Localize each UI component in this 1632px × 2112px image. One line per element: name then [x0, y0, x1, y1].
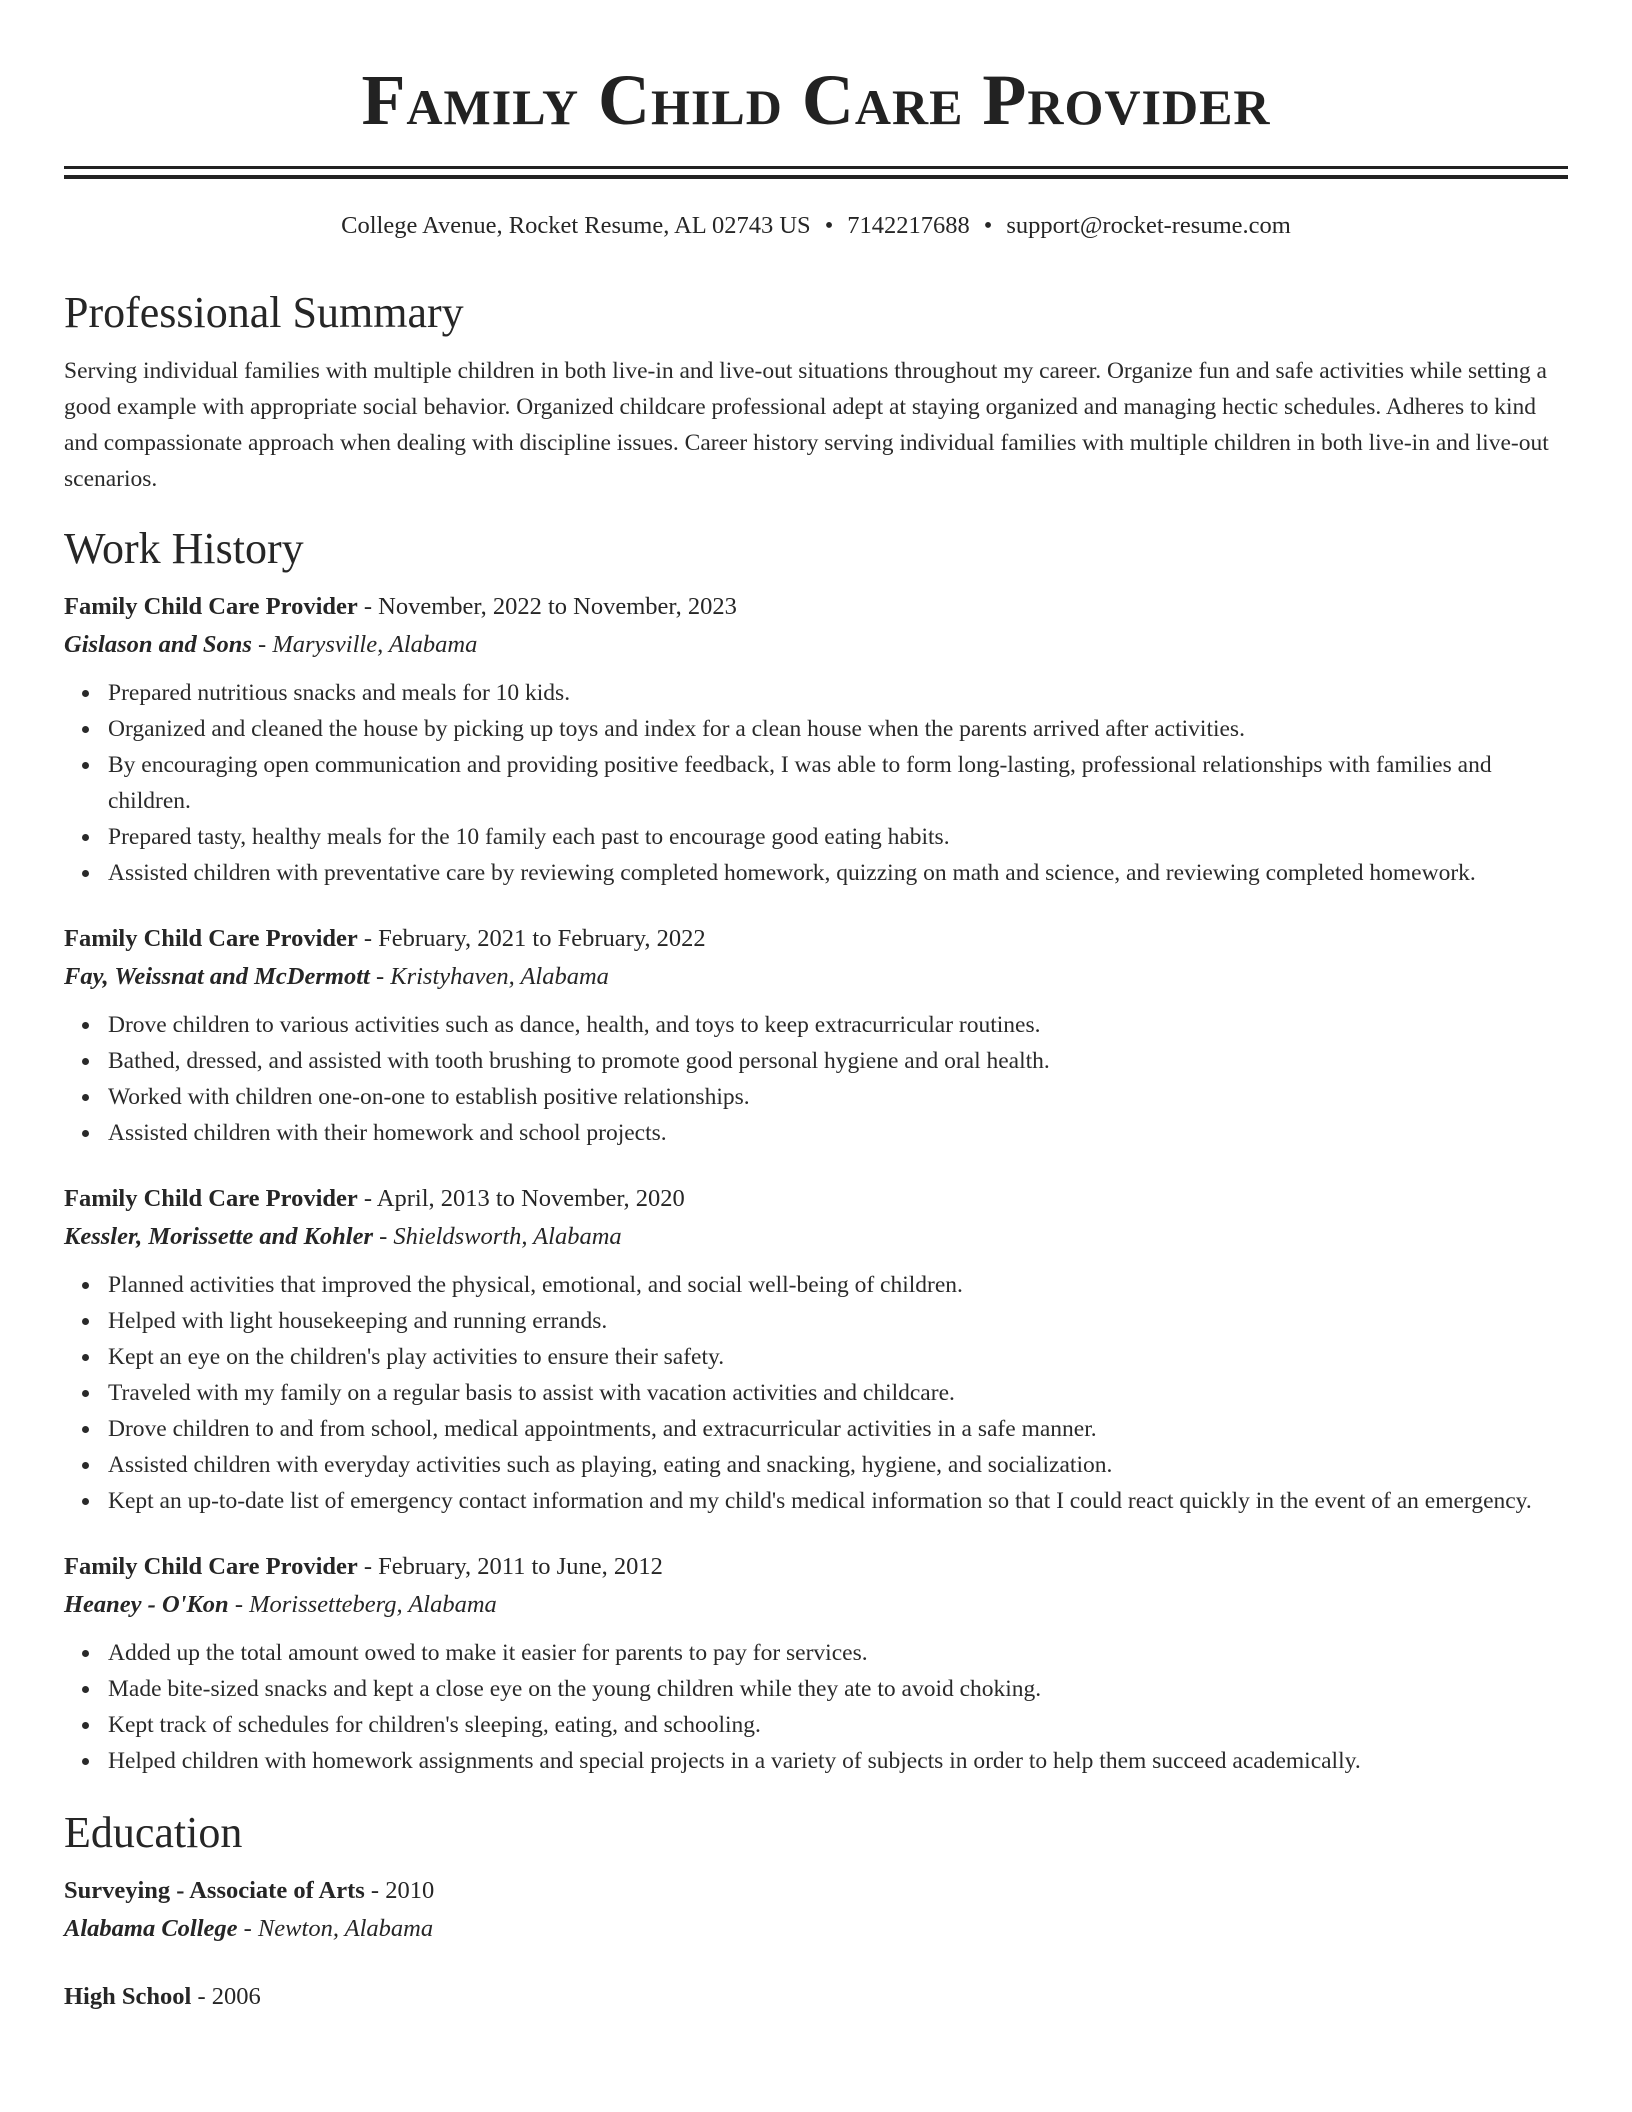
job-bullets [64, 1007, 1568, 1151]
list-item: Traveled with my family on a regular basis to assist with vacation activities and childcare. [108, 1375, 1568, 1411]
job-title: Family Child Care Provider [64, 1185, 358, 1212]
employer-line [64, 1585, 1568, 1625]
education-school-line [64, 1909, 1568, 1949]
header-divider-thick [64, 175, 1568, 179]
list-item: Bathed, dressed, and assisted with tooth brushing to promote good personal hygiene and oral health. [108, 1043, 1568, 1079]
education-degree-line [64, 1979, 1568, 2015]
job-entry [64, 1549, 1568, 1779]
employer-location: - Shieldsworth, Alabama [373, 1223, 622, 1250]
list-item: By encouraging open communication and providing positive feedback, I was able to form long-lasting, professional relationships with families and children. [108, 747, 1568, 819]
education-degree: Surveying - Associate of Arts [64, 1877, 365, 1904]
contact-phone: 7142217688 [847, 212, 970, 239]
header-divider-thin [64, 166, 1568, 169]
employer-location: - Morissetteberg, Alabama [228, 1591, 497, 1618]
employer-line [64, 1217, 1568, 1257]
job-title-line [64, 1181, 1568, 1217]
list-item: Added up the total amount owed to make it easier for parents to pay for services. [108, 1635, 1568, 1671]
job-dates: - November, 2022 to November, 2023 [357, 593, 737, 620]
job-bullets [64, 1267, 1568, 1519]
education-year: - 2006 [191, 1983, 261, 2010]
employer-line [64, 957, 1568, 997]
list-item: Assisted children with their homework and school projects. [108, 1115, 1568, 1151]
list-item: Helped children with homework assignments and special projects in a variety of subjects in order to help them succeed academically. [108, 1743, 1568, 1779]
employer-line [64, 625, 1568, 665]
resume-name: Family Child Care Provider [361, 60, 1271, 140]
job-dates: - April, 2013 to November, 2020 [357, 1185, 685, 1212]
job-title-line [64, 921, 1568, 957]
job-entry [64, 921, 1568, 1151]
contact-email: support@rocket-resume.com [1006, 212, 1291, 239]
summary-heading: Professional Summary [64, 288, 464, 337]
contact-separator: • [824, 212, 834, 239]
education-entry [64, 1873, 1568, 1949]
list-item: Planned activities that improved the physical, emotional, and social well-being of children. [108, 1267, 1568, 1303]
employer-name: Gislason and Sons [64, 631, 252, 658]
employer-name: Fay, Weissnat and McDermott [64, 963, 370, 990]
list-item: Kept an eye on the children's play activities to ensure their safety. [108, 1339, 1568, 1375]
contact-address: College Avenue, Rocket Resume, AL 02743 US [341, 212, 811, 239]
job-bullets [64, 1635, 1568, 1779]
contact-separator: • [983, 212, 993, 239]
list-item: Kept an up-to-date list of emergency contact information and my child's medical information so that I could react quickly in the event of an emergency. [108, 1483, 1568, 1519]
contact-line [64, 209, 1568, 243]
education-degree-line [64, 1873, 1568, 1909]
job-title: Family Child Care Provider [64, 593, 358, 620]
job-title: Family Child Care Provider [64, 1553, 358, 1580]
list-item: Made bite-sized snacks and kept a close eye on the young children while they ate to avoid choking. [108, 1671, 1568, 1707]
education-school: Alabama College [64, 1915, 238, 1942]
list-item: Worked with children one-on-one to establish positive relationships. [108, 1079, 1568, 1115]
job-title-line [64, 589, 1568, 625]
education-location: - Newton, Alabama [237, 1915, 434, 1942]
list-item: Assisted children with everyday activities such as playing, eating and snacking, hygiene, and socialization. [108, 1447, 1568, 1483]
job-title-line [64, 1549, 1568, 1585]
list-item: Drove children to various activities such as dance, health, and toys to keep extracurricular routines. [108, 1007, 1568, 1043]
list-item: Helped with light housekeeping and running errands. [108, 1303, 1568, 1339]
education-heading: Education [64, 1808, 243, 1857]
work-history-heading: Work History [64, 524, 304, 573]
list-item: Organized and cleaned the house by picking up toys and index for a clean house when the parents arrived after activities. [108, 711, 1568, 747]
list-item: Drove children to and from school, medical appointments, and extracurricular activities in a safe manner. [108, 1411, 1568, 1447]
employer-name: Kessler, Morissette and Kohler [64, 1223, 374, 1250]
job-entry [64, 1181, 1568, 1519]
list-item: Assisted children with preventative care by reviewing completed homework, quizzing on math and science, and reviewing completed homework. [108, 855, 1568, 891]
job-dates: - February, 2021 to February, 2022 [357, 925, 706, 952]
education-year: - 2010 [364, 1877, 435, 1904]
list-item: Prepared nutritious snacks and meals for 10 kids. [108, 675, 1568, 711]
employer-name: Heaney - O'Kon [64, 1591, 229, 1618]
job-title: Family Child Care Provider [64, 925, 358, 952]
employer-location: - Kristyhaven, Alabama [369, 963, 609, 990]
list-item: Kept track of schedules for children's sleeping, eating, and schooling. [108, 1707, 1568, 1743]
list-item: Prepared tasty, healthy meals for the 10 family each past to encourage good eating habits. [108, 819, 1568, 855]
job-dates: - February, 2011 to June, 2012 [357, 1553, 663, 1580]
employer-location: - Marysville, Alabama [251, 631, 478, 658]
summary-text: Serving individual families with multiple children in both live-in and live-out situations throughout my career. Organize fun and safe activities while setting a good example with appropriate social behavior. Organized childcare professional adept at staying organized and managing hectic schedules. Adheres to kind and compassionate approach when dealing with discipline issues. Career history serving individual families with multiple children in both live-in and live-out scenarios. [64, 358, 1549, 492]
education-entry [64, 1979, 1568, 2015]
education-degree: High School [64, 1983, 192, 2010]
job-entry [64, 589, 1568, 891]
job-bullets [64, 675, 1568, 891]
